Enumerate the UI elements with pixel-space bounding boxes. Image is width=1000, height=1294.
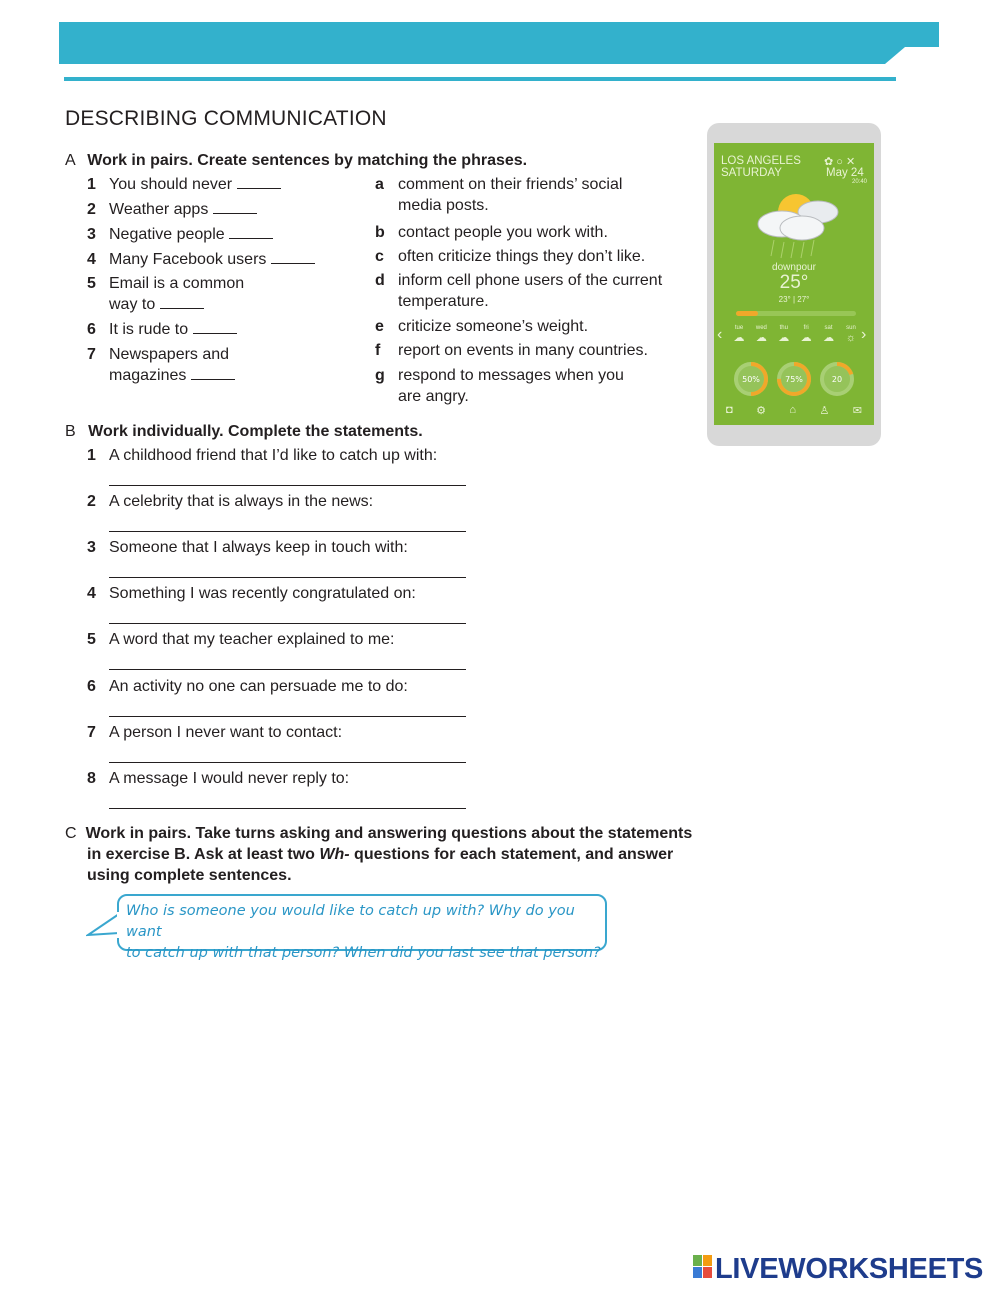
answer-line[interactable]: [109, 531, 466, 532]
forecast-day-label: wed: [755, 325, 767, 331]
answer-blank[interactable]: [237, 176, 281, 189]
match-left-item: [87, 273, 347, 315]
answer-line[interactable]: [109, 485, 466, 486]
statement-number: 3: [87, 539, 96, 557]
item-text: [398, 174, 622, 216]
answer-blank[interactable]: [229, 226, 273, 239]
phone-nav-bar: [726, 404, 862, 417]
speech-bubble-tail: [86, 912, 122, 942]
statement-text: A word that my teacher explained to me:: [109, 631, 395, 649]
forecast-day: [751, 325, 771, 345]
match-right-item: [375, 365, 695, 407]
item-letter: g: [375, 367, 385, 384]
match-left-item: [87, 249, 347, 270]
liveworksheets-logo-icon: [693, 1254, 713, 1280]
home-icon: ⌂: [789, 404, 797, 416]
banner-notch: [885, 47, 905, 64]
statement-item: [87, 491, 507, 512]
item-line1: contact people you work with.: [398, 224, 608, 241]
answer-line[interactable]: [109, 808, 466, 809]
speech-bubble-line1: Who is someone you would like to catch up with? Why do you want: [126, 903, 575, 940]
mail-icon: ✉: [852, 405, 862, 417]
forecast-day-label: sun: [846, 325, 856, 331]
item-letter: a: [375, 176, 384, 193]
forecast-day-label: sat: [824, 325, 833, 331]
statement-number: 7: [87, 723, 96, 741]
answer-line[interactable]: [109, 762, 466, 763]
statement-text: A person I never want to contact:: [109, 723, 343, 741]
item-text: [398, 270, 662, 312]
item-text: [398, 340, 648, 361]
item-number: 5: [87, 275, 96, 292]
statement-number: 8: [87, 769, 96, 787]
item-number: 4: [87, 251, 96, 268]
forecast-weather-icon: ☼: [845, 332, 856, 344]
match-right-item: [375, 270, 695, 312]
chevron-left-icon: ‹: [717, 326, 723, 343]
item-text: [109, 199, 257, 220]
forecast-weather-icon: ☁: [800, 332, 812, 344]
section-b-heading: [65, 421, 423, 442]
forecast-row: [729, 325, 861, 345]
section-c-line2-post: questions for each statement, and answer: [349, 846, 674, 863]
weather-day: SATURDAY: [721, 167, 782, 179]
statement-number: 2: [87, 493, 96, 511]
weather-city: LOS ANGELES: [721, 155, 801, 167]
search-icon: ○: [836, 156, 843, 168]
item-letter: f: [375, 342, 381, 359]
item-letter: d: [375, 272, 385, 289]
forecast-day-label: tue: [734, 325, 744, 331]
statement-number: 6: [87, 677, 96, 695]
weather-temperature: 25°: [779, 272, 809, 293]
humidity-gauge-value: 50%: [742, 375, 760, 384]
weather-progress-track: [736, 311, 856, 316]
answer-line[interactable]: [109, 716, 466, 717]
forecast-day: [796, 325, 816, 345]
weather-range: 23° | 27°: [778, 295, 810, 304]
item-line2: way to: [109, 296, 156, 313]
statement-text: Someone that I always keep in touch with:: [109, 539, 408, 557]
item-text: [398, 316, 588, 337]
item-number: 2: [87, 201, 96, 218]
weather-progress-fill: [736, 311, 758, 316]
cloud-gauge-value: 75%: [785, 375, 803, 384]
item-letter: c: [375, 248, 384, 265]
banner-notch-fill: [905, 47, 939, 64]
statement-number: 4: [87, 585, 96, 603]
match-right-item: [375, 246, 695, 267]
gear-icon: ⚙: [756, 405, 766, 417]
answer-line[interactable]: [109, 669, 466, 670]
answer-line[interactable]: [109, 623, 466, 624]
item-line1: respond to messages when you: [398, 367, 624, 384]
section-c-line2-pre: in exercise B. Ask at least two: [87, 846, 320, 863]
forecast-weather-icon: ☁: [733, 332, 745, 344]
rain-cloud-icon: [744, 190, 844, 260]
statement-text: A childhood friend that I’d like to catch up with:: [109, 447, 438, 464]
item-line1: often criticize things they don’t like.: [398, 248, 646, 265]
speech-bubble-line2: to catch up with that person? When did you last see that person?: [126, 945, 601, 961]
statement-text: An activity no one can persuade me to do:: [109, 677, 408, 695]
item-letter: b: [375, 224, 385, 241]
user-icon: ♙: [819, 405, 830, 417]
item-text: [398, 365, 624, 407]
statement-item: [87, 722, 507, 743]
item-line1: criticize someone’s weight.: [398, 318, 589, 335]
camera-icon: ◘: [726, 404, 733, 416]
statement-item: [87, 583, 507, 604]
match-left-item: [87, 344, 347, 386]
match-right-item: [375, 222, 695, 243]
weather-gauges: [732, 361, 860, 397]
item-line2: temperature.: [398, 293, 489, 310]
forecast-weather-icon: ☁: [755, 332, 767, 344]
forecast-weather-icon: ☁: [823, 332, 835, 344]
tools-icon: ✕: [846, 156, 856, 168]
match-left-item: [87, 319, 347, 340]
item-number: 7: [87, 346, 96, 363]
weather-date: May 24: [826, 167, 864, 179]
item-text: [109, 174, 281, 195]
statement-number: 1: [87, 447, 96, 464]
statement-text: A celebrity that is always in the news:: [109, 493, 374, 511]
header-rule: [64, 77, 896, 81]
match-right-item: [375, 174, 695, 216]
item-line1: You should never: [109, 176, 233, 193]
forecast-day-label: fri: [803, 325, 809, 331]
section-a-letter: A: [65, 152, 75, 169]
liveworksheets-logo-text: LIVEWORKSHEETS: [715, 1253, 984, 1285]
item-number: 3: [87, 226, 96, 243]
speech-bubble-text: [126, 901, 606, 964]
answer-blank[interactable]: [213, 201, 257, 214]
answer-line[interactable]: [109, 577, 466, 578]
item-text: [109, 319, 237, 340]
weather-condition: downpour: [772, 262, 816, 273]
statement-item: [87, 445, 507, 466]
forecast-weather-icon: ☁: [778, 332, 790, 344]
item-line1: Newspapers and: [109, 346, 230, 363]
section-a-heading: [65, 150, 527, 171]
forecast-day: [841, 325, 861, 345]
weather-time: 20:40: [852, 179, 868, 185]
settings-icon: ✿: [824, 156, 834, 168]
section-c-line1: Work in pairs. Take turns asking and answering questions about the statements: [85, 825, 693, 842]
answer-blank[interactable]: [160, 296, 204, 309]
match-left-item: [87, 174, 347, 195]
section-b-letter: B: [65, 423, 76, 440]
section-c-line3: using complete sentences.: [87, 867, 292, 884]
item-text: [109, 344, 235, 386]
forecast-day: [774, 325, 794, 345]
item-line1: comment on their friends’ social: [398, 176, 623, 193]
item-text: [398, 246, 645, 267]
statement-number: 5: [87, 631, 96, 649]
match-right-item: [375, 340, 695, 361]
statement-item: [87, 537, 507, 558]
match-left-item: [87, 224, 347, 245]
wind-gauge-value: 20: [831, 375, 843, 384]
item-line2: media posts.: [398, 197, 489, 214]
section-c-letter: C: [65, 825, 77, 842]
item-text: [109, 249, 315, 270]
item-number: 1: [87, 176, 96, 193]
section-c-text: [65, 823, 705, 886]
item-line1: Many Facebook users: [109, 251, 267, 268]
item-line1: Negative people: [109, 226, 225, 243]
item-text: [109, 224, 273, 245]
item-line1: Email is a common: [109, 275, 245, 292]
statement-text: A message I would never reply to:: [109, 769, 350, 787]
item-line2: are angry.: [398, 388, 469, 405]
statement-item: [87, 768, 507, 789]
statement-item: [87, 629, 507, 650]
statement-item: [87, 676, 507, 697]
forecast-day: [819, 325, 839, 345]
section-b-instruction: Work individually. Complete the statements.: [88, 423, 423, 440]
item-line1: report on events in many countries.: [398, 342, 648, 359]
page-title: DESCRIBING COMMUNICATION: [65, 107, 387, 130]
answer-blank[interactable]: [271, 251, 315, 264]
item-line1: inform cell phone users of the current: [398, 272, 663, 289]
match-left-item: [87, 199, 347, 220]
chevron-right-icon: ›: [861, 326, 867, 343]
weather-location: [721, 155, 801, 179]
forecast-day-label: thu: [779, 325, 788, 331]
answer-blank[interactable]: [193, 321, 237, 334]
item-line1: Weather apps: [109, 201, 209, 218]
statement-text: Something I was recently congratulated on:: [109, 585, 416, 603]
forecast-day: [729, 325, 749, 345]
answer-blank[interactable]: [191, 367, 235, 380]
item-text: [109, 273, 244, 315]
item-letter: e: [375, 318, 384, 335]
section-a-instruction: Work in pairs. Create sentences by matching the phrases.: [87, 152, 528, 169]
item-number: 6: [87, 321, 96, 338]
match-right-item: [375, 316, 695, 337]
header-banner: [59, 22, 939, 64]
item-line1: It is rude to: [109, 321, 189, 338]
item-text: [398, 222, 608, 243]
section-c-line2-em: Wh-: [319, 846, 350, 863]
item-line2: magazines: [109, 367, 187, 384]
